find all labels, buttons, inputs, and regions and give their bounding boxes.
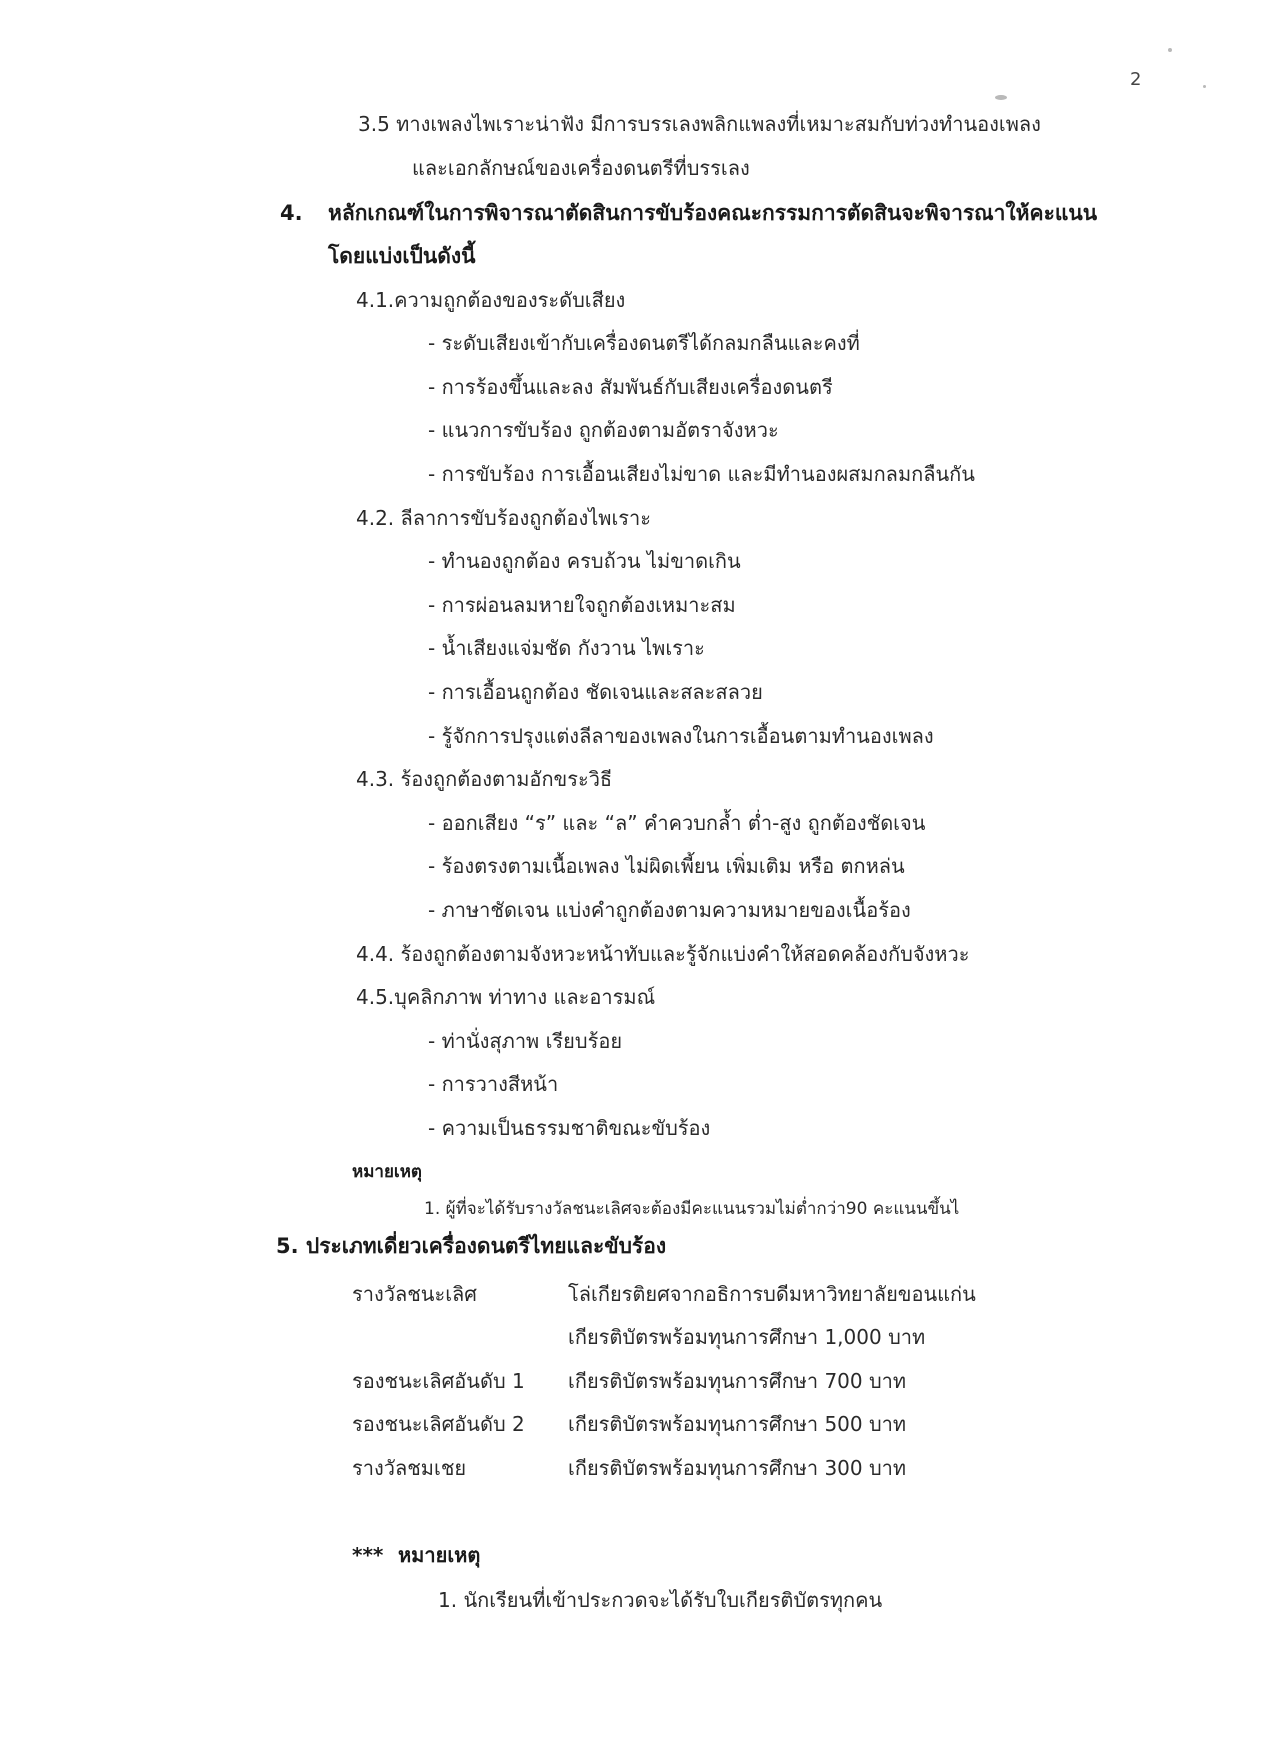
final-note-title: หมายเหตุ xyxy=(398,1543,481,1567)
list-item: - แนวการขับร้อง ถูกต้องตามอัตราจังหวะ xyxy=(428,418,779,442)
section-4-heading-line2: โดยแบ่งเป็นดังนี้ xyxy=(328,244,476,268)
subsection-4-3-title: 4.3. ร้องถูกต้องตามอักขระวิธี xyxy=(356,767,613,791)
list-item: - ท่านั่งสุภาพ เรียบร้อย xyxy=(428,1029,623,1053)
final-note-stars: *** xyxy=(352,1543,384,1567)
award-label: รางวัลชมเชย xyxy=(352,1456,467,1480)
list-item: - การร้องขึ้นและลง สัมพันธ์กับเสียงเครื่องดนตรี xyxy=(428,375,833,399)
scan-speck xyxy=(1203,85,1206,88)
list-item: - ภาษาชัดเจน แบ่งคำถูกต้องตามความหมายของเนื้อร้อง xyxy=(428,898,911,922)
item-3-5-line1: 3.5 ทางเพลงไพเราะน่าฟัง มีการบรรเลงพลิกแพลงที่เหมาะสมกับท่วงทำนองเพลง xyxy=(358,112,1041,136)
award-label: รางวัลชนะเลิศ xyxy=(352,1282,477,1306)
award-label: รองชนะเลิศอันดับ 1 xyxy=(352,1369,525,1393)
award-prize: เกียรติบัตรพร้อมทุนการศึกษา 500 บาท xyxy=(568,1412,907,1436)
section-5-heading: 5. ประเภทเดี่ยวเครื่องดนตรีไทยและขับร้อง xyxy=(276,1234,667,1258)
list-item: - ออกเสียง “ร” และ “ล” คำควบกล้ำ ต่ำ-สูง ถูกต้องชัดเจน xyxy=(428,811,926,835)
scan-speck xyxy=(1168,48,1172,52)
award-prize: เกียรติบัตรพร้อมทุนการศึกษา 700 บาท xyxy=(568,1369,907,1393)
list-item: - ทำนองถูกต้อง ครบถ้วน ไม่ขาดเกิน xyxy=(428,549,741,573)
page-number: 2 xyxy=(1130,69,1142,90)
final-note-item: 1. นักเรียนที่เข้าประกวดจะได้รับใบเกียรติบัตรทุกคน xyxy=(438,1588,883,1612)
item-3-5-line2: และเอกลักษณ์ของเครื่องดนตรีที่บรรเลง xyxy=(412,156,750,180)
subsection-4-1-title: 4.1.ความถูกต้องของระดับเสียง xyxy=(356,288,626,312)
scan-speck xyxy=(995,95,1007,100)
list-item: - การขับร้อง การเอื้อนเสียงไม่ขาด และมีทำนองผสมกลมกลืนกัน xyxy=(428,462,975,486)
section-4-number: 4. xyxy=(280,201,303,225)
award-prize: โล่เกียรติยศจากอธิการบดีมหาวิทยาลัยขอนแก่น xyxy=(568,1282,976,1306)
list-item: - ระดับเสียงเข้ากับเครื่องดนตรีได้กลมกลืนและคงที่ xyxy=(428,331,860,355)
note-title: หมายเหตุ xyxy=(352,1162,422,1182)
list-item: - รู้จักการปรุงแต่งลีลาของเพลงในการเอื้อนตามทำนองเพลง xyxy=(428,724,934,748)
list-item: - การวางสีหน้า xyxy=(428,1072,559,1096)
list-item: - ร้องตรงตามเนื้อเพลง ไม่ผิดเพี้ยน เพิ่มเติม หรือ ตกหล่น xyxy=(428,854,905,878)
subsection-4-2-title: 4.2. ลีลาการขับร้องถูกต้องไพเราะ xyxy=(356,506,652,530)
award-label: รองชนะเลิศอันดับ 2 xyxy=(352,1412,525,1436)
list-item: - การเอื้อนถูกต้อง ชัดเจนและสละสลวย xyxy=(428,680,763,704)
note-item: 1. ผู้ที่จะได้รับรางวัลชนะเลิศจะต้องมีคะแนนรวมไม่ต่ำกว่า90 คะแนนขึ้นไ xyxy=(424,1199,960,1219)
award-prize: เกียรติบัตรพร้อมทุนการศึกษา 300 บาท xyxy=(568,1456,907,1480)
list-item: - น้ำเสียงแจ่มชัด กังวาน ไพเราะ xyxy=(428,636,705,660)
list-item: - ความเป็นธรรมชาติขณะขับร้อง xyxy=(428,1116,711,1140)
award-prize: เกียรติบัตรพร้อมทุนการศึกษา 1,000 บาท xyxy=(568,1325,926,1349)
subsection-4-4-title: 4.4. ร้องถูกต้องตามจังหวะหน้าทับและรู้จักแบ่งคำให้สอดคล้องกับจังหวะ xyxy=(356,942,970,966)
subsection-4-5-title: 4.5.บุคลิกภาพ ท่าทาง และอารมณ์ xyxy=(356,985,656,1009)
section-4-heading-line1: หลักเกณฑ์ในการพิจารณาตัดสินการขับร้องคณะกรรมการตัดสินจะพิจารณาให้คะแนน xyxy=(328,201,1098,225)
list-item: - การผ่อนลมหายใจถูกต้องเหมาะสม xyxy=(428,593,736,617)
